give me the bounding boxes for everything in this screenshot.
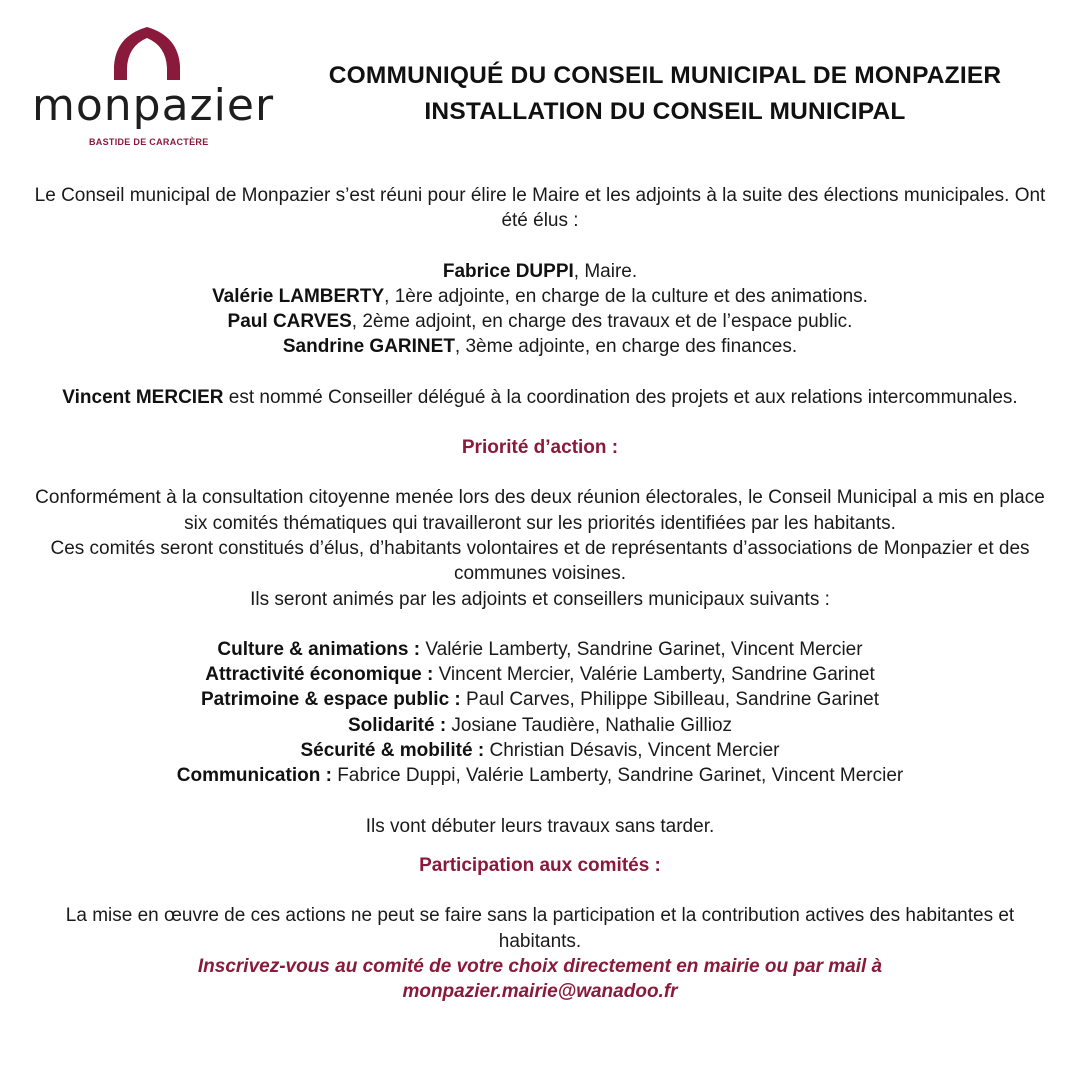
elected-item bbox=[20, 259, 1060, 284]
priority-paragraph-1: Conformément à la consultation citoyenne menée lors des deux réunion électorales, le Conseil Municipal a mis en place six comités thématiques qui travailleront sur les priorités identifiées par les habitants. bbox=[35, 487, 1045, 534]
participation-heading: Participation aux comités : bbox=[419, 854, 661, 876]
committee-label: Attractivité économique : bbox=[205, 664, 434, 686]
committee-members: Vincent Mercier, Valérie Lamberty, Sandrine Garinet bbox=[433, 664, 875, 686]
committee-members: Josiane Taudière, Nathalie Gillioz bbox=[446, 714, 733, 736]
committee-members: Christian Désavis, Vincent Mercier bbox=[484, 740, 780, 762]
elected-role: , 2ème adjoint, en charge des travaux et de l’espace public. bbox=[351, 311, 853, 333]
page-title bbox=[270, 58, 1060, 130]
logo-tagline: BASTIDE DE CARACTÈRE bbox=[89, 137, 209, 147]
committee-item bbox=[20, 738, 1060, 763]
committee-members: Valérie Lamberty, Sandrine Garinet, Vincent Mercier bbox=[420, 638, 863, 660]
elected-name: Fabrice DUPPI bbox=[442, 260, 574, 282]
elected-item bbox=[20, 309, 1060, 334]
communique-body bbox=[20, 183, 1060, 1004]
priority-heading: Priorité d’action : bbox=[461, 437, 619, 459]
priority-paragraph-3: Ils seront animés par les adjoints et conseillers municipaux suivants : bbox=[250, 588, 830, 610]
delegate-text: est nommé Conseiller délégué à la coordination des projets et aux relations intercommunales. bbox=[223, 386, 1018, 408]
committee-members: Paul Carves, Philippe Sibilleau, Sandrine Garinet bbox=[460, 689, 879, 711]
elected-item bbox=[20, 284, 1060, 309]
logo-wordmark: monpazier bbox=[32, 80, 275, 131]
elected-name: Sandrine GARINET bbox=[282, 336, 455, 358]
monpazier-logo bbox=[30, 22, 275, 150]
committee-label: Solidarité : bbox=[347, 714, 447, 736]
elected-role: , Maire. bbox=[573, 260, 638, 282]
intro-paragraph: Le Conseil municipal de Monpazier s’est réuni pour élire le Maire et les adjoints à la suite des élections municipales. Ont été élus : bbox=[34, 185, 1046, 232]
title-line-2: INSTALLATION DU CONSEIL MUNICIPAL bbox=[424, 98, 906, 125]
elected-role: , 1ère adjointe, en charge de la culture et des animations. bbox=[384, 285, 868, 307]
committee-item bbox=[20, 687, 1060, 712]
elected-name: Paul CARVES bbox=[227, 311, 352, 333]
committee-item bbox=[20, 662, 1060, 687]
elected-item bbox=[20, 334, 1060, 359]
elected-role: , 3ème adjointe, en charge des finances. bbox=[454, 336, 798, 358]
committee-item bbox=[20, 763, 1060, 788]
participation-paragraph: La mise en œuvre de ces actions ne peut se faire sans la participation et la contribution actives des habitantes et habitants. bbox=[65, 905, 1015, 952]
committee-item bbox=[20, 637, 1060, 662]
elected-list bbox=[20, 259, 1060, 360]
committee-label: Communication : bbox=[176, 765, 332, 787]
committee-list bbox=[20, 637, 1060, 789]
committee-label: Sécurité & mobilité : bbox=[300, 740, 485, 762]
arch-icon bbox=[112, 26, 182, 80]
committee-label: Patrimoine & espace public : bbox=[201, 689, 461, 711]
priority-paragraph-2: Ces comités seront constitués d’élus, d’habitants volontaires et de représentants d’associations de Monpazier et des communes voisines. bbox=[50, 537, 1030, 585]
title-line-1: COMMUNIQUÉ DU CONSEIL MUNICIPAL DE MONPAZIER bbox=[328, 62, 1002, 89]
contact-email-link[interactable]: monpazier.mairie@wanadoo.fr bbox=[402, 981, 678, 1003]
committee-label: Culture & animations : bbox=[217, 638, 421, 660]
committee-item bbox=[20, 713, 1060, 738]
signup-call-to-action: Inscrivez-vous au comité de votre choix directement en mairie ou par mail à bbox=[197, 955, 883, 977]
delegate-name: Vincent MERCIER bbox=[62, 386, 224, 408]
delegate-paragraph bbox=[20, 385, 1060, 410]
closing-sentence: Ils vont débuter leurs travaux sans tarder. bbox=[365, 815, 715, 837]
committee-members: Fabrice Duppi, Valérie Lamberty, Sandrine Garinet, Vincent Mercier bbox=[331, 765, 904, 787]
elected-name: Valérie LAMBERTY bbox=[212, 285, 385, 307]
